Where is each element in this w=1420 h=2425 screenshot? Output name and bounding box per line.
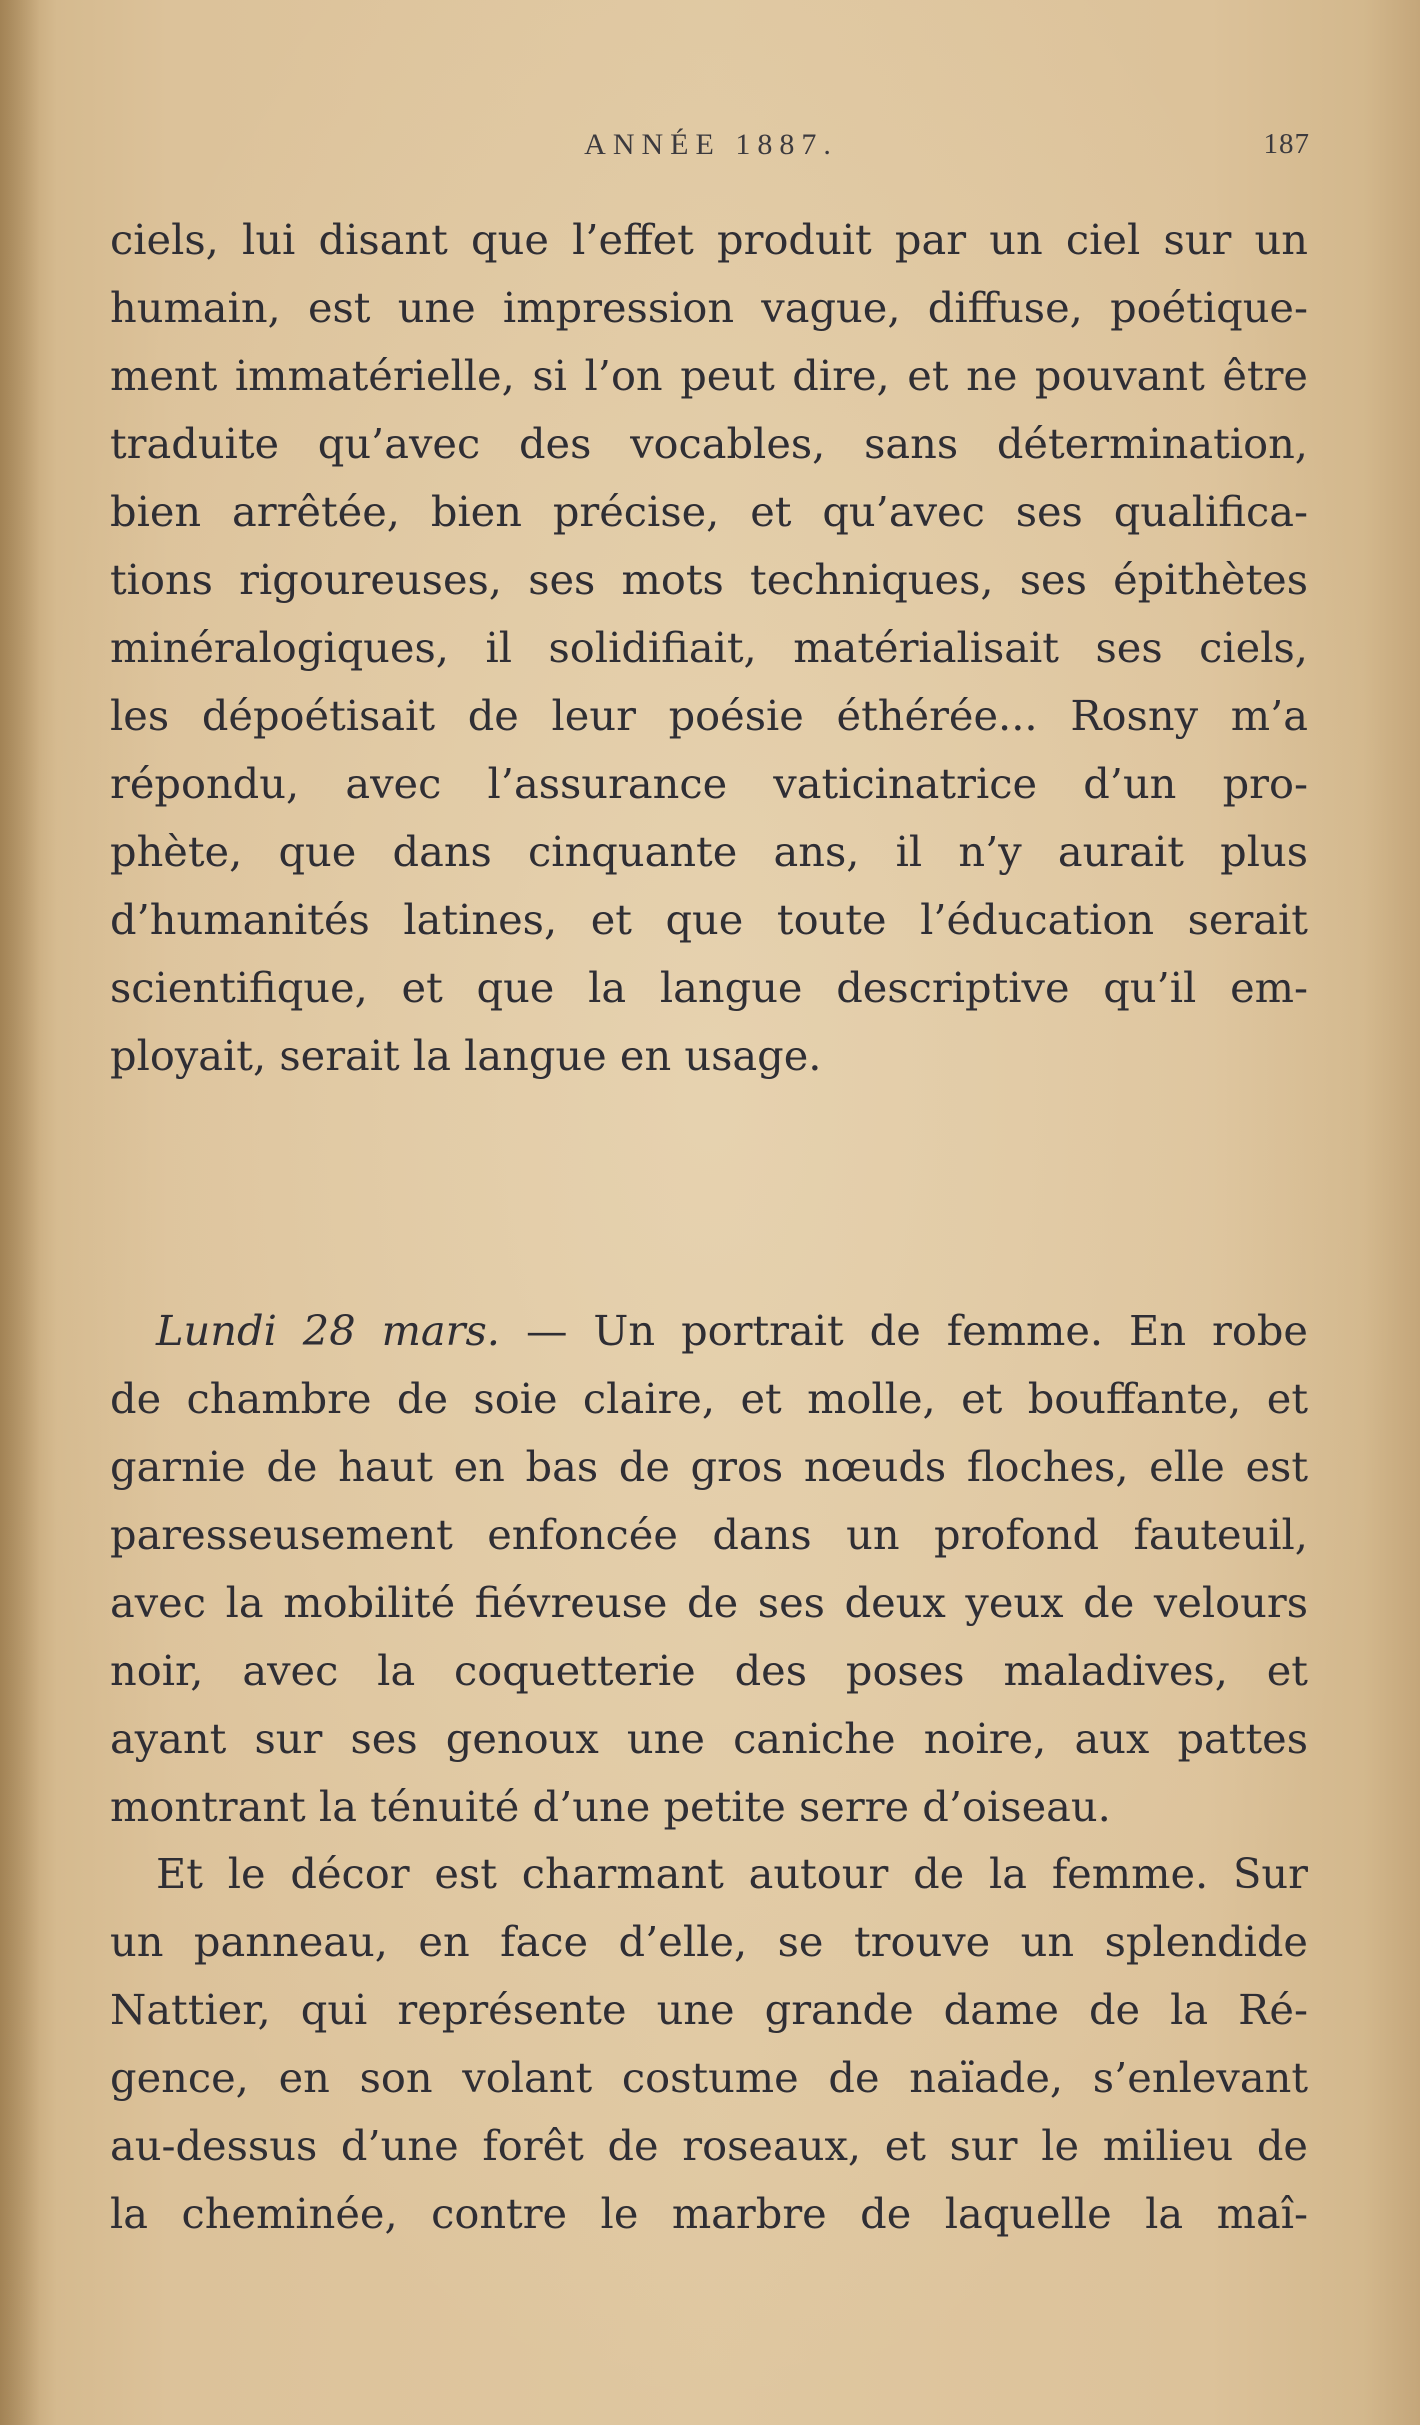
text-line: bien arrêtée, bien précise, et qu’avec ses qualifica- — [110, 487, 1308, 536]
text-line: montrant la ténuité d’une petite serre d’oiseau. — [110, 1782, 1111, 1831]
text-line: les dépoétisait de leur poésie éthérée... Rosny m’a — [110, 691, 1308, 740]
entry-date: Lundi 28 mars. — [156, 1306, 500, 1355]
running-header — [112, 124, 1310, 168]
text-line: humain, est une impression vague, diffuse, poétique- — [110, 283, 1308, 332]
text-line: ment immatérielle, si l’on peut dire, et ne pouvant être — [110, 351, 1308, 400]
text-line: répondu, avec l’assurance vaticinatrice d’un pro- — [110, 759, 1308, 808]
text-line: minéralogiques, il solidifiait, matérialisait ses ciels, — [110, 623, 1308, 672]
text-line: Et le décor est charmant autour de la femme. Sur — [156, 1849, 1308, 1898]
text-line: d’humanités latines, et que toute l’éducation serait — [110, 895, 1308, 944]
text-line: noir, avec la coquetterie des poses maladives, et — [110, 1646, 1308, 1695]
text-line: tions rigoureuses, ses mots techniques, ses épithètes — [110, 555, 1308, 604]
text-line: un panneau, en face d’elle, se trouve un splendide — [110, 1917, 1308, 1966]
journal-entry — [110, 1297, 1308, 1841]
page-shadow — [0, 0, 40, 2425]
page-number: 187 — [1263, 128, 1310, 160]
text-line: scientifique, et que la langue descriptive qu’il em- — [110, 963, 1308, 1012]
text-line: gence, en son volant costume de naïade, s’enlevant — [110, 2053, 1308, 2102]
entry-opening-text: — Un portrait de femme. En robe — [500, 1306, 1308, 1355]
text-line: Nattier, qui représente une grande dame de la Ré- — [110, 1985, 1308, 2034]
text-line: ciels, lui disant que l’effet produit par un ciel sur un — [110, 215, 1308, 264]
paragraph-decor — [110, 1840, 1308, 2248]
text-line: phète, que dans cinquante ans, il n’y aurait plus — [110, 827, 1308, 876]
text-line: ayant sur ses genoux une caniche noire, aux pattes — [110, 1714, 1308, 1763]
paragraph-continued — [110, 206, 1308, 1090]
text-line: de chambre de soie claire, et molle, et bouffante, et — [110, 1374, 1308, 1423]
text-line: traduite qu’avec des vocables, sans détermination, — [110, 419, 1308, 468]
running-title: ANNÉE 1887. — [584, 128, 838, 161]
text-line: paresseusement enfoncée dans un profond fauteuil, — [110, 1510, 1308, 1559]
text-line: la cheminée, contre le marbre de laquelle la maî- — [110, 2189, 1308, 2238]
text-line: au-dessus d’une forêt de roseaux, et sur le milieu de — [110, 2121, 1308, 2170]
entry-first-line — [110, 1297, 1308, 1365]
text-line: garnie de haut en bas de gros nœuds floches, elle est — [110, 1442, 1308, 1491]
text-line: avec la mobilité fiévreuse de ses deux yeux de velours — [110, 1578, 1308, 1627]
text-line: ployait, serait la langue en usage. — [110, 1031, 822, 1080]
